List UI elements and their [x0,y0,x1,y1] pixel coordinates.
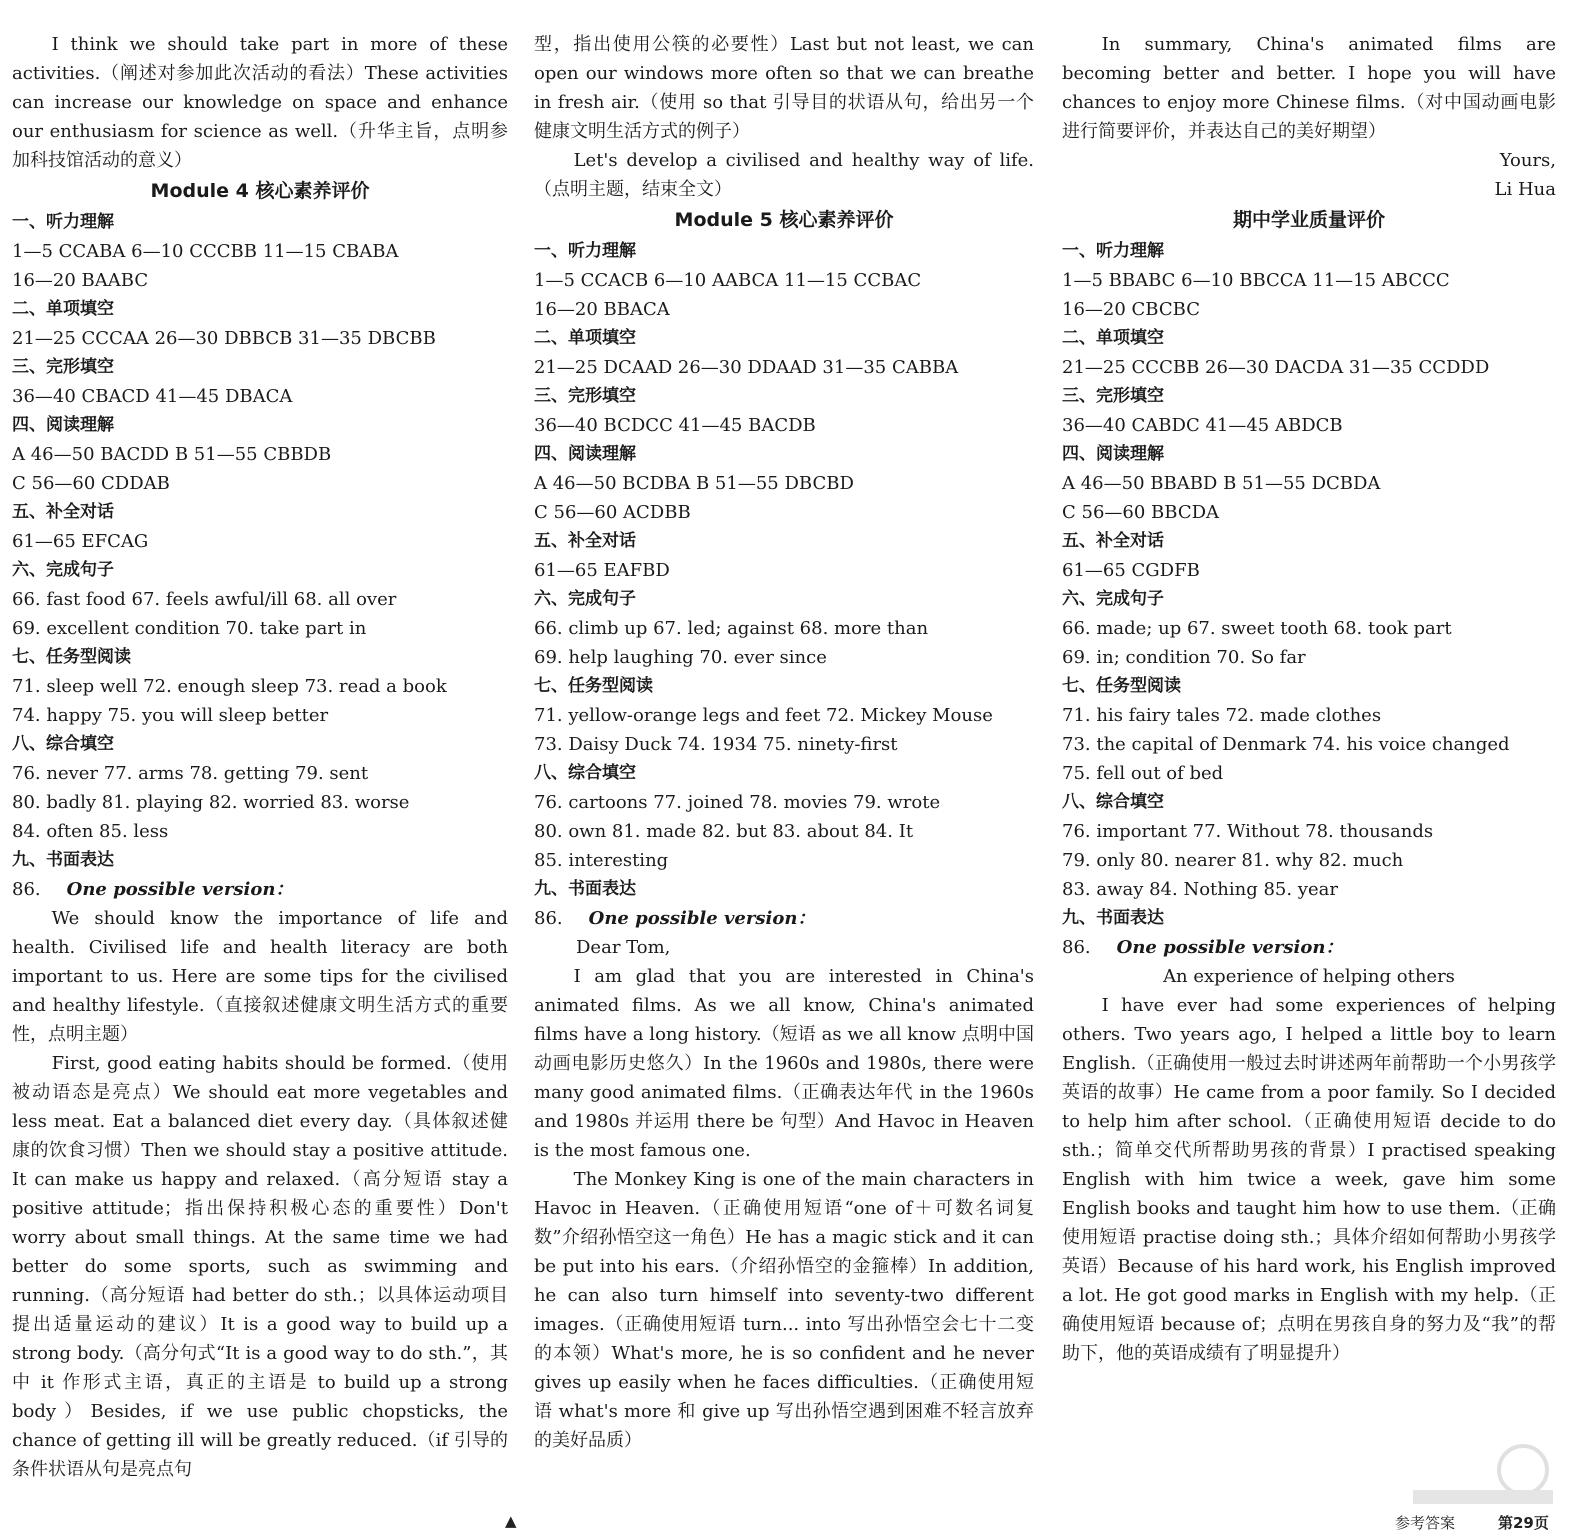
section-heading: 七、任务型阅读 [12,647,131,667]
answer-row: 71. sleep well 72. enough sleep 73. read a book [12,676,447,697]
answer-row: 21—25 CCCBB 26—30 DACDA 31—35 CCDDD [1062,357,1490,378]
answer-row: 1—5 CCACB 6—10 AABCA 11—15 CCBAC [534,270,922,291]
question-number: 86. [1062,937,1091,958]
section-heading: 九、书面表达 [12,850,114,870]
answer-row: 69. in; condition 70. So far [1062,647,1306,668]
answer-row: 16—20 BBACA [534,299,670,320]
section-heading: 四、阅读理解 [1062,444,1164,464]
answer-row: 16—20 BAABC [12,270,149,291]
answer-row: 69. excellent condition 70. take part in [12,618,367,639]
answer-row: 71. yellow-orange legs and feet 72. Mickey Mouse [534,705,993,726]
answer-row: 21—25 DCAAD 26—30 DDAAD 31—35 CABBA [534,357,959,378]
answer-row: 61—65 CGDFB [1062,560,1200,581]
section-heading: 七、任务型阅读 [534,676,653,696]
answer-row: 83. away 84. Nothing 85. year [1062,879,1338,900]
page-number: 第29页 [1498,1514,1549,1532]
column-left [12,30,508,1484]
answer-row: 80. badly 81. playing 82. worried 83. worse [12,792,410,813]
section-heading: 二、单项填空 [534,328,636,348]
page-marker-icon: ▲ [505,1512,517,1530]
essay-paragraph: The Monkey King is one of the main characters in Havoc in Heaven.（正确使用短语“one of＋可数名词复数”介绍孙悟空这一角色）He has a magic stick and it can be put into his ears.（介绍孙悟空的金箍棒）In addition, he can also turn himself into seventy-two different images.（正确使用短语 turn... into 写出孙悟空会七十二变的本领）What's more, he is so confident and he never gives up easily when he faces difficulties.（正确使用短语 what's more 和 give up 写出孙悟空遇到困难不轻言放弃的美好品质） [534,1169,1034,1451]
answer-row: 61—65 EFCAG [12,531,149,552]
column-middle [534,30,1034,1455]
section-heading: 一、听力理解 [1062,241,1164,261]
section-heading: 四、阅读理解 [12,415,114,435]
version-line [534,904,1034,933]
essay-continuation: 型，指出使用公筷的必要性）Last but not least, we can open our windows more often so that we can breathe in fresh air.（使用 so that 引导目的状语从句，给出另一个健康文明生活方式的例子） [534,34,1034,142]
section-heading: 三、完形填空 [534,386,636,406]
essay-title: An experience of helping others [1163,966,1455,987]
essay-continuation: In summary, China's animated films are becoming better and better. I hope you will have chances to enjoy more Chinese films.（对中国动画电影进行简要评价，并表达自己的美好期望） [1062,34,1556,142]
module-title: 期中学业质量评价 [1232,209,1385,231]
section-heading: 三、完形填空 [1062,386,1164,406]
answer-row: 73. the capital of Denmark 74. his voice changed [1062,734,1510,755]
essay-paragraph: We should know the importance of life and health. Civilised life and health literacy are both important to us. Here are some tips for the civilised and healthy lifestyle.（直接叙述健康文明生活方式的重要性，点明主题） [12,908,508,1045]
section-heading: 八、综合填空 [1062,792,1164,812]
module-title: Module 4 核心素养评价 [150,180,370,202]
answer-row: 84. often 85. less [12,821,169,842]
answer-row: 36—40 BCDCC 41—45 BACDB [534,415,816,436]
section-heading: 七、任务型阅读 [1062,676,1181,696]
question-number: 86. [534,908,563,929]
answer-row: 1—5 CCABA 6—10 CCCBB 11—15 CBABA [12,241,399,262]
answer-row: 69. help laughing 70. ever since [534,647,827,668]
section-heading: 三、完形填空 [12,357,114,377]
answer-row: 80. own 81. made 82. but 83. about 84. It [534,821,914,842]
answer-row: 85. interesting [534,850,669,871]
module-title: Module 5 核心素养评价 [674,209,894,231]
answer-row: 66. made; up 67. sweet tooth 68. took part [1062,618,1452,639]
section-heading: 九、书面表达 [534,879,636,899]
answer-row: A 46—50 BBABD B 51—55 DCBDA [1062,473,1381,494]
letter-closing: Yours, [1499,150,1556,171]
answer-row: 76. never 77. arms 78. getting 79. sent [12,763,369,784]
letter-salutation: Dear Tom, [576,937,671,958]
section-heading: 五、补全对话 [12,502,114,522]
section-heading: 一、听力理解 [12,212,114,232]
section-heading: 二、单项填空 [12,299,114,319]
answer-row: 16—20 CBCBC [1062,299,1200,320]
essay-paragraph: First, good eating habits should be formed.（使用被动语态是亮点）We should eat more vegetables and less meat. Eat a balanced diet every day.（具体叙述健康的饮食习惯）Then we should stay a positive attitude. It can make us happy and relaxed.（高分短语 stay a positive attitude；指出保持积极心态的重要性）Don't worry about small things. At the same time we had better do some sports, such as swimming and running.（高分短语 had better do sth.；以具体运动项目提出适量运动的建议）It is a good way to build up a strong body.（高分句式“It is a good way to do sth.”，其中 it 作形式主语，真正的主语是 to build up a strong body）Besides, if we use public chopsticks, the chance of getting ill will be greatly reduced.（if 引导的条件状语从句是亮点句 [12,1053,508,1480]
answer-row: 76. important 77. Without 78. thousands [1062,821,1434,842]
question-number: 86. [12,879,41,900]
answer-row: 36—40 CABDC 41—45 ABDCB [1062,415,1343,436]
section-heading: 五、补全对话 [1062,531,1164,551]
answer-row: 1—5 BBABC 6—10 BBCCA 11—15 ABCCC [1062,270,1450,291]
answer-row: 71. his fairy tales 72. made clothes [1062,705,1382,726]
letter-signature: Li Hua [1494,179,1556,200]
essay-paragraph: I have ever had some experiences of helping others. Two years ago, I helped a little boy to learn English.（正确使用一般过去时讲述两年前帮助一个小男孩学英语的故事）He came from a poor family. So I decided to help him after school.（正确使用短语 decide to do sth.；简单交代所帮助男孩的背景）I practised speaking English with him twice a week, gave him some English books and taught him how to use them.（正确使用短语 practise doing sth.；具体介绍如何帮助小男孩学英语）Because of his hard work, his English improved a lot. He got good marks in English with my help.（正确使用短语 because of；点明在男孩自身的努力及“我”的帮助下，他的英语成绩有了明显提升） [1062,995,1556,1364]
answer-row: 76. cartoons 77. joined 78. movies 79. wrote [534,792,941,813]
version-line [12,875,508,904]
section-heading: 九、书面表达 [1062,908,1164,928]
section-heading: 六、完成句子 [12,560,114,580]
answer-row: 61—65 EAFBD [534,560,670,581]
answer-row: 21—25 CCCAA 26—30 DBBCB 31—35 DBCBB [12,328,436,349]
section-heading: 四、阅读理解 [534,444,636,464]
answer-row: C 56—60 ACDBB [534,502,691,523]
section-heading: 二、单项填空 [1062,328,1164,348]
answer-row: A 46—50 BCDBA B 51—55 DBCBD [534,473,854,494]
section-heading: 八、综合填空 [534,763,636,783]
answer-row: C 56—60 BBCDA [1062,502,1220,523]
intro-paragraph: I think we should take part in more of these activities.（阐述对参加此次活动的看法）These activities can increase our knowledge on space and enhance our enthusiasm for science as well.（升华主旨，点明参加科技馆活动的意义） [12,34,508,171]
section-heading: 八、综合填空 [12,734,114,754]
version-label: One possible version： [66,879,294,900]
answer-row: 79. only 80. nearer 81. why 82. much [1062,850,1404,871]
section-heading: 五、补全对话 [534,531,636,551]
answer-row: 36—40 CBACD 41—45 DBACA [12,386,293,407]
answer-row: 74. happy 75. you will sleep better [12,705,329,726]
column-right [1062,30,1556,1368]
footer-label: 参考答案 [1395,1514,1456,1532]
section-heading: 一、听力理解 [534,241,636,261]
section-heading: 六、完成句子 [534,589,636,609]
answer-row: 75. fell out of bed [1062,763,1224,784]
essay-paragraph: I am glad that you are interested in China's animated films. As we all know, China's animated films have a long history.（短语 as we all know 点明中国动画电影历史悠久）In the 1960s and 1980s, there were many good animated films.（正确表达年代 in the 1960s and 1980s 并运用 there be 句型）And Havoc in Heaven is the most famous one. [534,966,1034,1161]
version-label: One possible version： [588,908,816,929]
answer-row: A 46—50 BACDD B 51—55 CBBDB [12,444,332,465]
answer-row: 73. Daisy Duck 74. 1934 75. ninety-first [534,734,898,755]
essay-conclusion: Let's develop a civilised and healthy way of life.（点明主题，结束全文） [534,150,1034,200]
answer-row: 66. climb up 67. led; against 68. more than [534,618,929,639]
answer-row: 66. fast food 67. feels awful/ill 68. all over [12,589,397,610]
answer-row: C 56—60 CDDAB [12,473,170,494]
watermark-logo [1403,1440,1563,1510]
version-line [1062,933,1556,962]
version-label: One possible version： [1116,937,1344,958]
section-heading: 六、完成句子 [1062,589,1164,609]
